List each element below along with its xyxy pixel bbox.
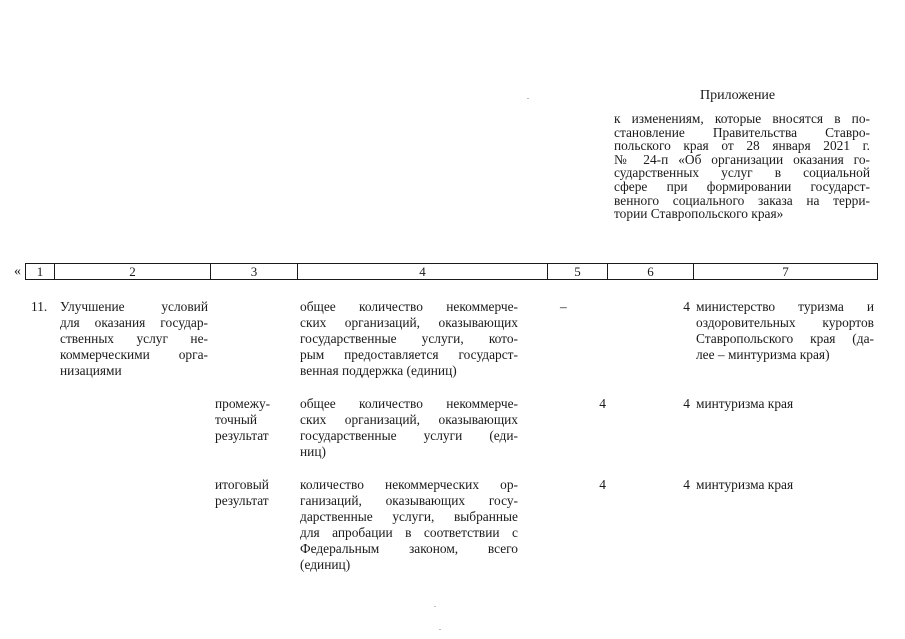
appendix-note: [614, 112, 870, 221]
col5-value: 4: [599, 396, 606, 411]
column-number-7: 7: [782, 264, 789, 279]
indicator-line: общее количество некоммерче-: [300, 396, 518, 411]
scan-speck: [434, 606, 436, 607]
responsible-line: минтуризма края: [696, 477, 794, 492]
appendix-note-line: № 24-п «Об организации оказания го-: [614, 151, 870, 167]
appendix-note-line: тории Ставропольского края»: [614, 206, 784, 222]
responsible-line: лее – минтуризма края): [696, 347, 830, 362]
col6-value: 4: [683, 396, 690, 411]
indicator-cell: [300, 299, 518, 379]
indicator-line: (единиц): [300, 557, 351, 572]
result-type-line: итоговый: [215, 477, 269, 492]
task-name-line: низациями: [60, 363, 122, 378]
responsible-line: Ставропольского края (да-: [696, 331, 874, 346]
indicator-line: для апробации в соответствии с: [300, 525, 518, 540]
column-number-1: 1: [26, 264, 55, 279]
indicator-line: ских организаций, оказывающих: [300, 315, 518, 330]
task-name-cell: [60, 299, 208, 379]
indicator-line: количество некоммерческих ор-: [300, 477, 518, 492]
responsible-cell: [696, 396, 793, 412]
result-type-line: результат: [215, 493, 269, 508]
indicator-cell: [300, 396, 518, 460]
column-number-4: 4: [298, 264, 548, 279]
column-number-3: 3: [211, 264, 298, 279]
indicator-line: рым предоставляется государст-: [300, 347, 518, 362]
indicator-line: общее количество некоммерче-: [300, 299, 518, 314]
result-type-line: точный: [215, 412, 258, 427]
indicator-line: ских организаций, оказывающих: [300, 412, 518, 427]
column-number-2: 2: [55, 264, 211, 279]
result-type-cell: [215, 396, 270, 444]
column-number-6: 6: [608, 264, 694, 279]
responsible-line: оздоровительных курортов: [696, 315, 874, 330]
responsible-cell: [696, 299, 874, 363]
task-name-line: для оказания государ-: [60, 315, 208, 330]
appendix-note-line: к изменениям, которые вносятся в по-: [614, 111, 870, 126]
column-number-header: [25, 263, 878, 280]
indicator-line: ганизаций, оказывающих госу-: [300, 493, 518, 508]
appendix-note-line: сфере при формировании государст-: [614, 178, 870, 194]
open-quote-mark: «: [14, 264, 21, 279]
row-number: 11.: [31, 299, 48, 314]
responsible-line: минтуризма края: [696, 396, 794, 411]
appendix-note-line: сударственных услуг в социальной: [614, 165, 870, 181]
indicator-line: дарственные услуги, выбранные: [300, 509, 518, 524]
indicator-line: ниц): [300, 444, 326, 459]
indicator-line: государственные услуги (еди-: [300, 428, 518, 443]
result-type-line: результат: [215, 428, 269, 443]
task-name-line: ственных услуг не-: [60, 331, 208, 346]
col6-value: 4: [683, 477, 690, 492]
indicator-cell: [300, 477, 518, 573]
indicator-line: государственные услуги, кото-: [300, 331, 518, 346]
appendix-title: Приложение: [700, 88, 776, 103]
appendix-note-line: становление Правительства Ставро-: [614, 124, 870, 140]
scan-speck: [439, 629, 441, 630]
scan-speck: [527, 98, 529, 99]
column-number-5: 5: [548, 264, 608, 279]
task-name-line: Улучшение условий: [60, 299, 208, 314]
task-name-line: коммерческими орга-: [60, 347, 208, 362]
result-type-line: промежу-: [215, 396, 271, 411]
col6-value: 4: [683, 299, 690, 314]
result-type-cell: [215, 477, 269, 509]
responsible-line: министерство туризма и: [696, 299, 874, 314]
responsible-cell: [696, 477, 793, 493]
col5-value: –: [560, 299, 567, 314]
indicator-line: Федеральным законом, всего: [300, 541, 518, 556]
appendix-note-line: венного социального заказа на терри-: [614, 192, 870, 208]
col5-value: 4: [599, 477, 606, 492]
indicator-line: венная поддержка (единиц): [300, 363, 457, 378]
appendix-note-line: польского края от 28 января 2021 г.: [614, 138, 870, 154]
